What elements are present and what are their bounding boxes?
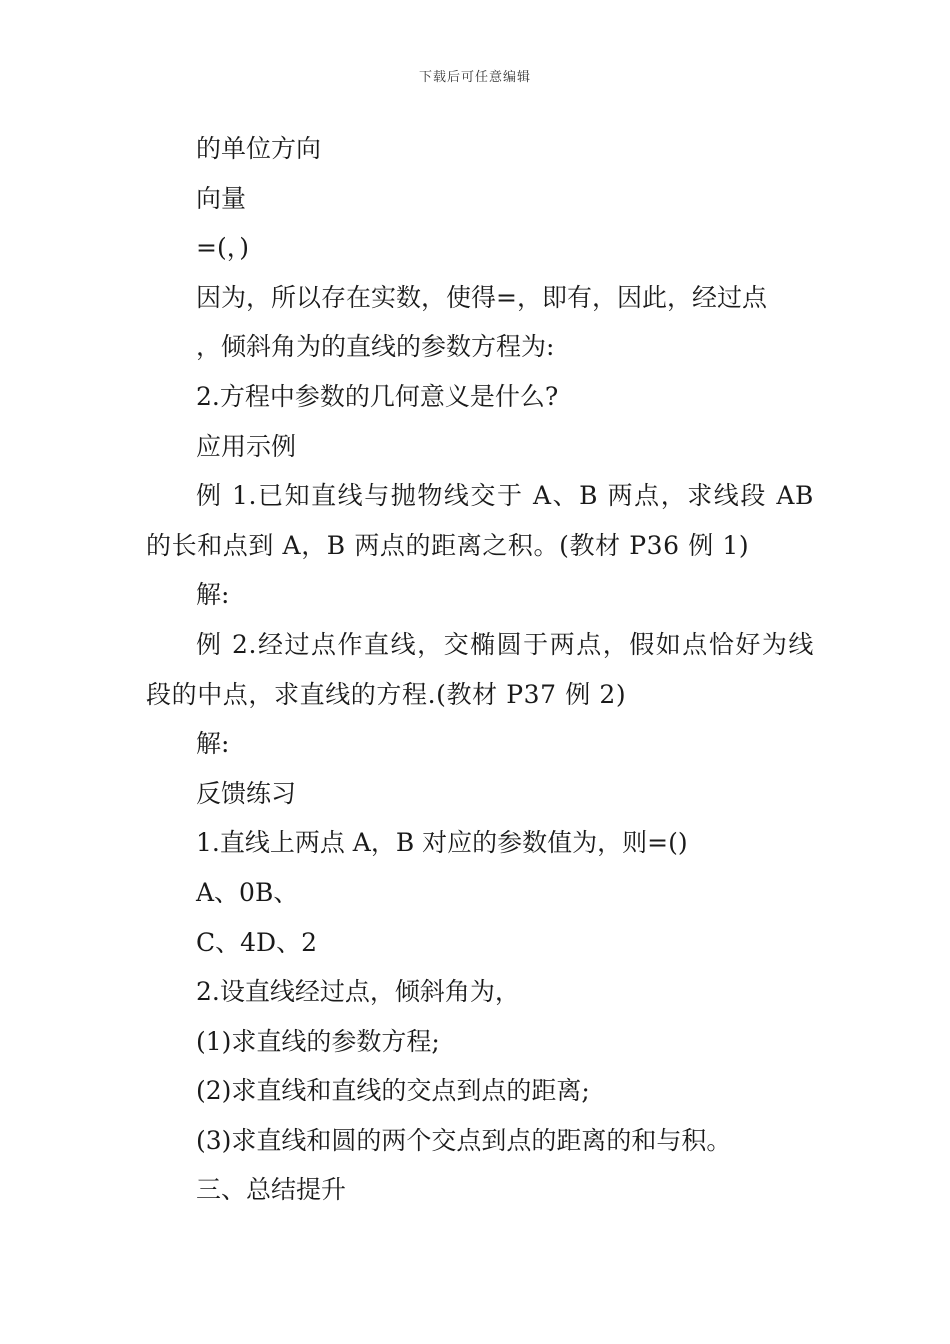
question-subpart: (2)求直线和直线的交点到点的距离;: [196, 1076, 590, 1106]
section-heading: 反馈练习: [196, 778, 297, 808]
document-body: [146, 124, 814, 1215]
question-text: 1.直线上两点 A，B 对应的参数值为，则=(): [196, 828, 688, 858]
example-1-text: 例 1.已知直线与抛物线交于 A、B 两点，求线段 AB 的长和点到 A，B 两点的距离之积。(教材 P36 例 1): [146, 481, 814, 560]
answer-options: A、0B、: [196, 877, 299, 907]
question-text: 2.设直线经过点，倾斜角为，: [196, 977, 520, 1007]
text-line: =(，): [196, 233, 249, 263]
question-text: 2.方程中参数的几何意义是什么?: [196, 381, 559, 411]
solution-label: 解:: [196, 729, 230, 759]
question-subpart: (3)求直线和圆的两个交点到点的距离的和与积。: [196, 1125, 732, 1155]
text-line: ，倾斜角为的直线的参数方程为:: [196, 332, 555, 362]
example-2-text: 例 2.经过点作直线，交椭圆于两点，假如点恰好为线段的中点，求直线的方程.(教材 P37 例 2): [146, 629, 814, 709]
page-header: 下载后可任意编辑: [418, 70, 531, 85]
text-line: 因为，所以存在实数，使得=，即有，因此，经过点: [196, 282, 767, 312]
section-heading: 应用示例: [196, 431, 297, 461]
text-line: 向量: [196, 183, 247, 213]
section-heading: 三、总结提升: [196, 1175, 347, 1205]
question-subpart: (1)求直线的参数方程;: [196, 1026, 440, 1056]
solution-label: 解:: [196, 580, 230, 610]
answer-options: C、4D、2: [196, 927, 317, 957]
text-line: 的单位方向: [196, 134, 322, 163]
